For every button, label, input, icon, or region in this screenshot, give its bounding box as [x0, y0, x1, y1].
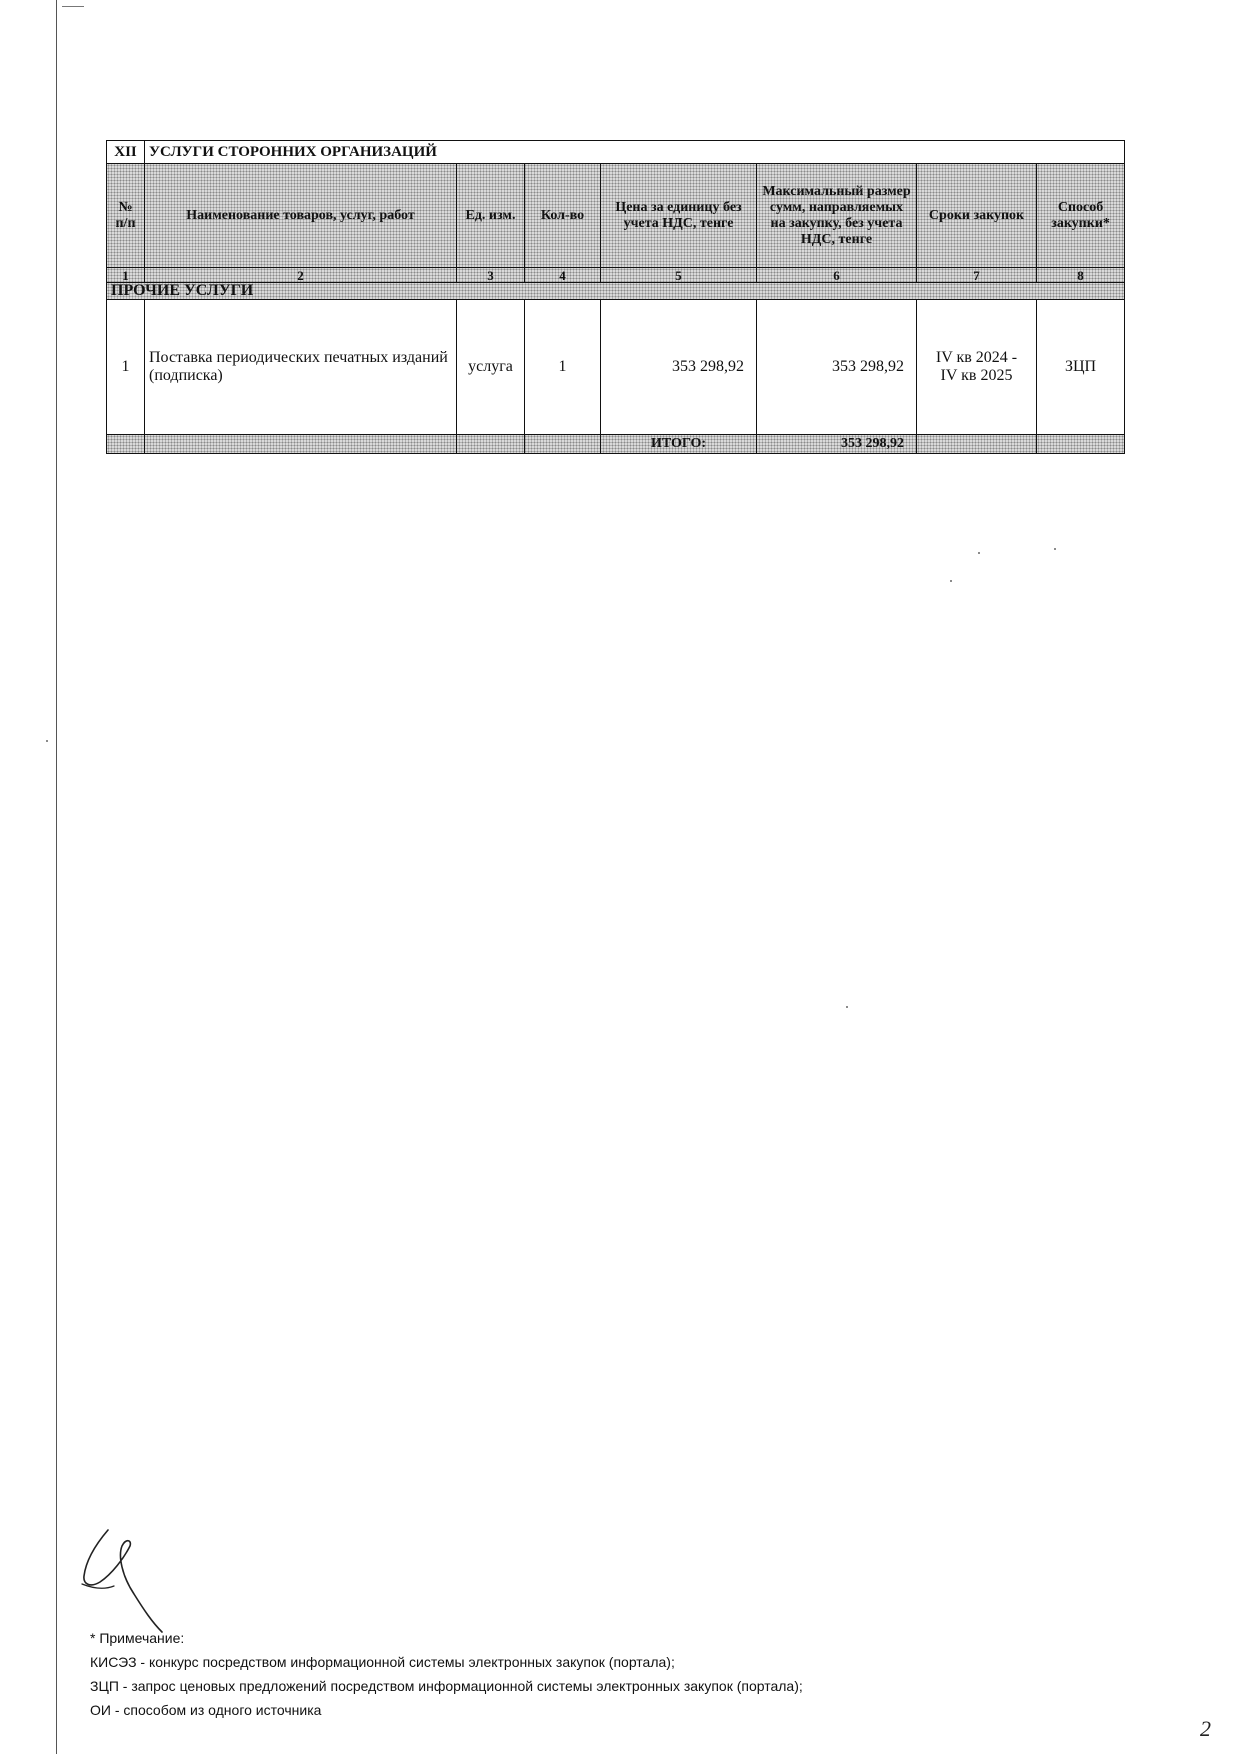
note-line: КИСЭЗ - конкурс посредством информационной системы электронных закупок (портала); [90, 1654, 675, 1670]
column-number: 4 [525, 268, 601, 283]
row-qty: 1 [525, 300, 601, 435]
row-name: Поставка периодических печатных изданий (подписка) [145, 300, 457, 435]
handwritten-signature [78, 1524, 168, 1634]
total-empty [1037, 435, 1125, 454]
row-num: 1 [107, 300, 145, 435]
row-price: 353 298,92 [601, 300, 757, 435]
row-terms: IV кв 2024 - IV кв 2025 [917, 300, 1037, 435]
group-title: ПРОЧИЕ УСЛУГИ [107, 283, 1125, 300]
row-unit: услуга [457, 300, 525, 435]
total-empty [145, 435, 457, 454]
column-number: 3 [457, 268, 525, 283]
column-number: 7 [917, 268, 1037, 283]
header-max-sum: Максимальный размер сумм, направляемых на закупку, без учета НДС, тенге [757, 164, 917, 268]
scan-speck [978, 552, 980, 554]
total-row [107, 435, 1125, 454]
header-row [107, 164, 1125, 268]
section-title: УСЛУГИ СТОРОННИХ ОРГАНИЗАЦИЙ [145, 141, 1125, 164]
notes-title: * Примечание: [90, 1630, 185, 1646]
header-price: Цена за единицу без учета НДС, тенге [601, 164, 757, 268]
scan-edge-line [56, 0, 57, 1754]
scan-mark [62, 6, 84, 7]
total-empty [917, 435, 1037, 454]
scan-speck [846, 1006, 848, 1008]
total-empty [107, 435, 145, 454]
total-label: ИТОГО: [601, 435, 757, 454]
table-row [107, 300, 1125, 435]
column-number-row [107, 268, 1125, 283]
header-qty: Кол-во [525, 164, 601, 268]
column-number: 2 [145, 268, 457, 283]
notes-block [90, 1626, 803, 1722]
column-number: 1 [107, 268, 145, 283]
header-method: Способ закупки* [1037, 164, 1125, 268]
row-method: ЗЦП [1037, 300, 1125, 435]
scan-speck [46, 740, 48, 742]
scan-speck [1054, 548, 1056, 550]
column-number: 6 [757, 268, 917, 283]
total-empty [525, 435, 601, 454]
total-empty [457, 435, 525, 454]
section-number: XII [107, 141, 145, 164]
header-name: Наименование товаров, услуг, работ [145, 164, 457, 268]
page-number: 2 [1200, 1716, 1211, 1741]
column-number: 5 [601, 268, 757, 283]
group-row [107, 283, 1125, 300]
procurement-table [106, 140, 1125, 454]
note-line: ЗЦП - запрос ценовых предложений посредством информационной системы электронных закупок (портала); [90, 1678, 803, 1694]
total-value: 353 298,92 [757, 435, 917, 454]
header-terms: Сроки закупок [917, 164, 1037, 268]
note-line: ОИ - способом из одного источника [90, 1702, 322, 1718]
row-max-sum: 353 298,92 [757, 300, 917, 435]
column-number: 8 [1037, 268, 1125, 283]
header-unit: Ед. изм. [457, 164, 525, 268]
header-num: № п/п [107, 164, 145, 268]
section-title-row [107, 141, 1125, 164]
scan-speck [950, 580, 952, 582]
